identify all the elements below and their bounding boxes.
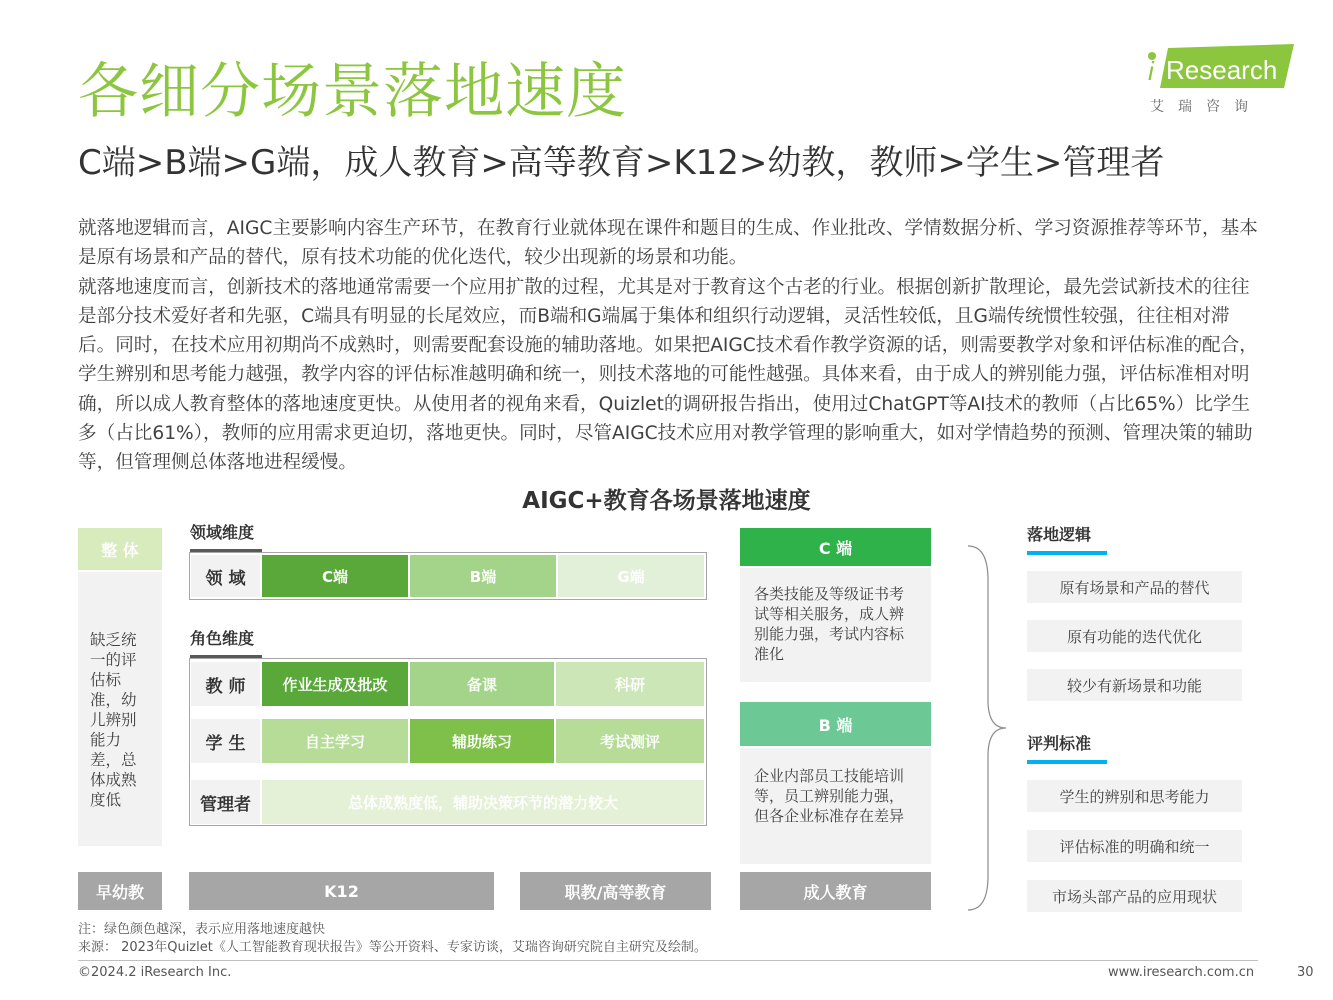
teacher-cell-1: 作业生成及批改 [262,662,408,706]
logic-item: 原有功能的迭代优化 [1027,620,1242,652]
logic-heading: 落地逻辑 [1027,525,1092,544]
page-subtitle: C端>B端>G端，成人教育>高等教育>K12>幼教，教师>学生>管理者 [78,143,1165,183]
criteria-heading: 评判标准 [1027,734,1092,753]
c-end-label: C 端 [740,528,931,566]
stage-k12: K12 [189,872,494,910]
student-cell-1: 自主学习 [262,719,408,763]
domain-row-label: 领 域 [191,555,260,597]
footer-divider [78,960,1258,961]
logic-heading-bar [1027,551,1107,555]
b-end-text: 企业内部员工技能培训等，员工辨别能力强，但各企业标准存在差异 [754,767,905,825]
teacher-cell-2: 备课 [410,662,554,706]
stage-vocational-higher: 职教/高等教育 [520,872,711,910]
logo-cn-text: 艾瑞咨询 [1150,99,1262,115]
body-text [78,214,1260,478]
student-cell-3: 考试测评 [556,719,704,763]
brace-icon [960,540,1010,915]
criteria-item: 市场头部产品的应用现状 [1027,880,1242,912]
role-heading: 角色维度 [190,629,255,648]
iresearch-logo [1146,44,1296,122]
overall-label: 整 体 [78,528,162,570]
criteria-item: 评估标准的明确和统一 [1027,830,1242,862]
domain-cell-g: G端 [558,555,704,597]
domain-heading: 领域维度 [190,523,255,542]
website-link[interactable]: www.iresearch.com.cn [1108,965,1255,980]
copyright: ©2024.2 iResearch Inc. [78,965,232,980]
criteria-heading-bar [1027,760,1107,764]
domain-cell-b: B端 [410,555,556,597]
footer-note: 注：绿色颜色越深，表示应用落地速度越快 [78,922,326,937]
page-title: 各细分场景落地速度 [78,57,627,127]
logic-item: 原有场景和产品的替代 [1027,571,1242,603]
teacher-cell-3: 科研 [556,662,704,706]
b-end-label: B 端 [740,702,931,746]
logo-brand-prefix: i [1148,56,1154,86]
logo-brand-suffix: Research [1166,55,1278,85]
body-paragraph-1: 就落地逻辑而言，AIGC主要影响内容生产环节，在教育行业就体现在课件和题目的生成、作业批改、学情数据分析、学习资源推荐等环节，基本是原有场景和产品的替代，原有技术功能的优化迭代，较少出现新的场景和功能。 [78,218,1258,269]
teacher-row-label: 教 师 [191,662,260,706]
overall-text: 缺乏统一的评估标准，幼儿辨别能力差，总体成熟度低 [90,631,137,809]
student-row-label: 学 生 [191,719,260,763]
student-cell-2: 辅助练习 [410,719,554,763]
stage-adult: 成人教育 [740,872,931,910]
footer-source: 来源： 2023年Quizlet《人工智能教育现状报告》等公开资料、专家访谈，艾瑞咨询研究院自主研究及绘制。 [78,940,707,955]
diagram-title: AIGC+教育各场景落地速度 [522,488,811,514]
logo-mark [1146,44,1296,90]
body-paragraph-2: 就落地速度而言，创新技术的落地通常需要一个应用扩散的过程，尤其是对于教育这个古老的行业。根据创新扩散理论，最先尝试新技术的往往是部分技术爱好者和先驱，C端具有明显的长尾效应，而B端和G端属于集体和组织行动逻辑，灵活性较低，且G端传统惯性较强，往往相对滞后。同时，在技术应用初期尚不成熟时，则需要配套设施的辅助落地。如果把AIGC技术看作教学资源的话，则需要教学对象和评估标准的配合，学生辨别和思考能力越强，教学内容的评估标准越明确和统一，则技术落地的可能性越强。具体来看，由于成人的辨别能力强，评估标准相对明确，所以成人教育整体的落地速度更快。从使用者的视角来看，Quizlet的调研报告指出，使用过ChatGPT等AI技术的教师（占比65%）比学生多（占比61%），教师的应用需求更迫切，落地更快。同时，尽管AIGC技术应用对教学管理的影响重大，如对学情趋势的预测、管理决策的辅助等，但管理侧总体落地进程缓慢。 [78,276,1258,474]
overall-panel [78,572,162,846]
manager-row-label: 管理者 [191,780,260,824]
footer-notes [78,921,707,957]
stage-early: 早幼教 [78,872,162,910]
criteria-item: 学生的辨别和思考能力 [1027,780,1242,812]
page-number: 30 [1297,965,1314,980]
domain-cell-c: C端 [262,555,408,597]
b-end-panel [740,748,931,864]
c-end-text: 各类技能及等级证书考试等相关服务，成人辨别能力强，考试内容标准化 [754,585,905,663]
manager-cell: 总体成熟度低，辅助决策环节的潜力较大 [262,780,704,824]
c-end-panel [740,568,931,682]
logic-item: 较少有新场景和功能 [1027,669,1242,701]
